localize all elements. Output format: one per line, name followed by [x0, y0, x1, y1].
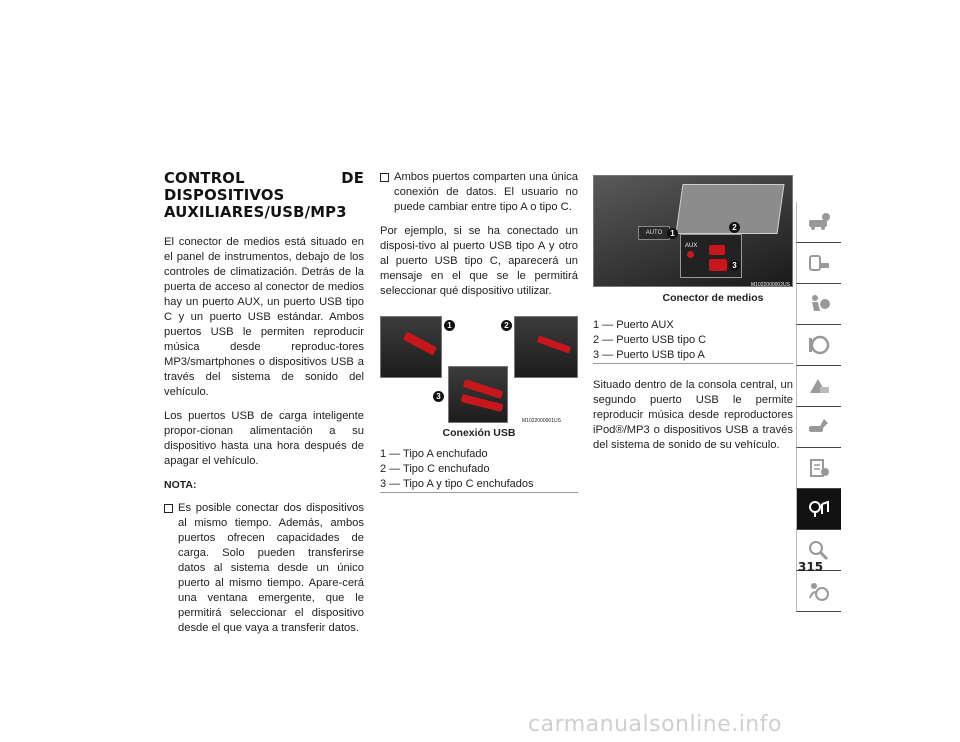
usb-connection-figure — [380, 308, 578, 423]
airbag-safety-icon — [806, 293, 832, 315]
figure-code: M1022000002US — [751, 282, 790, 288]
legend-item: 2 — Tipo C enchufado — [380, 463, 490, 475]
note-bullet — [380, 170, 578, 215]
legend-item: 1 — Puerto AUX — [593, 319, 674, 331]
checkbox-bullet-icon — [164, 504, 173, 513]
tab-safety[interactable] — [796, 284, 841, 325]
figure-caption: Conector de medios — [662, 292, 764, 304]
checkbox-bullet-icon — [380, 173, 389, 182]
tab-service[interactable] — [796, 407, 841, 448]
callout-marker: 2 — [501, 320, 512, 331]
port-panel — [680, 234, 742, 278]
tab-keys[interactable] — [796, 243, 841, 284]
figure-legend — [593, 318, 793, 364]
tab-car-info[interactable] — [796, 202, 841, 243]
tab-driving[interactable] — [796, 325, 841, 366]
usb-type-c-photo — [514, 316, 578, 378]
usb-plug-icon — [403, 332, 437, 356]
tab-language[interactable] — [796, 571, 841, 612]
section-title: CONTROL DE DISPOSITIVOS AUXILIARES/USB/MP3 — [164, 170, 364, 221]
figure-code: M1022000001US — [522, 418, 561, 424]
tab-multimedia[interactable] — [796, 489, 841, 530]
watermark: carmanualsonline.info — [528, 712, 782, 737]
usb-type-a-photo — [380, 316, 442, 378]
usb-plug-icon — [537, 335, 571, 353]
car-info-icon — [806, 211, 832, 233]
multimedia-icon — [806, 498, 832, 520]
column-right — [593, 170, 793, 462]
note-bullet — [164, 501, 364, 636]
callout-marker: 2 — [729, 222, 740, 233]
callout-marker: 3 — [729, 260, 740, 271]
language-icon — [806, 580, 832, 602]
car-service-icon — [806, 416, 832, 438]
paragraph-center-console: Situado dentro de la consola central, un segundo puerto USB le permite reproducir música desde reproductores iPod®/MP3 o dispositivos USB a través del sistema de sonido de su vehículo. — [593, 379, 793, 451]
usb-a-port-icon — [709, 259, 727, 271]
callout-marker: 1 — [444, 320, 455, 331]
steering-wheel-icon — [806, 334, 832, 356]
callout-marker: 1 — [667, 228, 678, 239]
aux-port-icon — [687, 251, 694, 258]
note-heading: NOTA: — [164, 479, 197, 491]
tab-emergency[interactable] — [796, 366, 841, 407]
page-number: 315 — [798, 560, 824, 574]
warning-car-icon — [806, 375, 832, 397]
usb-both-photo — [448, 366, 508, 423]
paragraph-smart-charging: Los puertos USB de carga inteligente propor-cionan alimentación a su dispositivo hasta una hora después de apagar el vehículo. — [164, 410, 364, 467]
chapter-tab-bar — [796, 202, 841, 612]
legend-item: 3 — Puerto USB tipo A — [593, 349, 705, 361]
spec-sheet-icon — [806, 457, 832, 479]
figure-legend — [380, 447, 578, 493]
paragraph-example: Por ejemplo, si se ha conectado un disposi-tivo al puerto USB tipo A y otro al puerto USB tipo C, aparecerá un mensaje en el que se le permitirá seleccionar qué dispositivo utilizar. — [380, 225, 578, 297]
legend-item: 1 — Tipo A enchufado — [380, 448, 488, 460]
figure-caption: Conexión USB — [442, 427, 516, 439]
search-index-icon — [806, 539, 832, 561]
note-bullet-text: Ambos puertos comparten una única conexión de datos. El usuario no puede cambiar entre tipo A o tipo C. — [394, 171, 578, 213]
column-middle — [380, 170, 578, 507]
aux-label: AUX — [685, 243, 698, 249]
media-hub-figure — [593, 170, 793, 288]
auto-button: AUTO — [638, 226, 670, 240]
usb-c-port-icon — [709, 245, 725, 255]
legend-item: 3 — Tipo A y tipo C enchufados — [380, 478, 534, 490]
callout-marker: 3 — [433, 391, 444, 402]
paragraph-media-hub: El conector de medios está situado en el panel de instrumentos, debajo de los controles de climatización. Detrás de la puerta de acceso al conector de medios hay un puerto AUX, un puerto USB tipo C y un puerto USB estándar. Ambos puertos USB le permiten reproducir música desde reproduc-tores MP3/smartphones o dispositivos USB a través del sistema de sonido del vehículo. — [164, 236, 364, 398]
tab-specifications[interactable] — [796, 448, 841, 489]
note-bullet-text: Es posible conectar dos dispositivos al mismo tiempo. Además, ambos puertos ofrecen capacidades de carga. Solo pueden transferirse datos al sistema desde un único puerto al mismo tiempo. Apare-cerá una ventana emergente, que le permitirá seleccionar el dispositivo desde el que vaya a transferir datos. — [178, 502, 364, 634]
legend-item: 2 — Puerto USB tipo C — [593, 334, 707, 346]
car-key-icon — [806, 252, 832, 274]
media-hub-photo — [593, 175, 793, 287]
column-left — [164, 170, 364, 645]
